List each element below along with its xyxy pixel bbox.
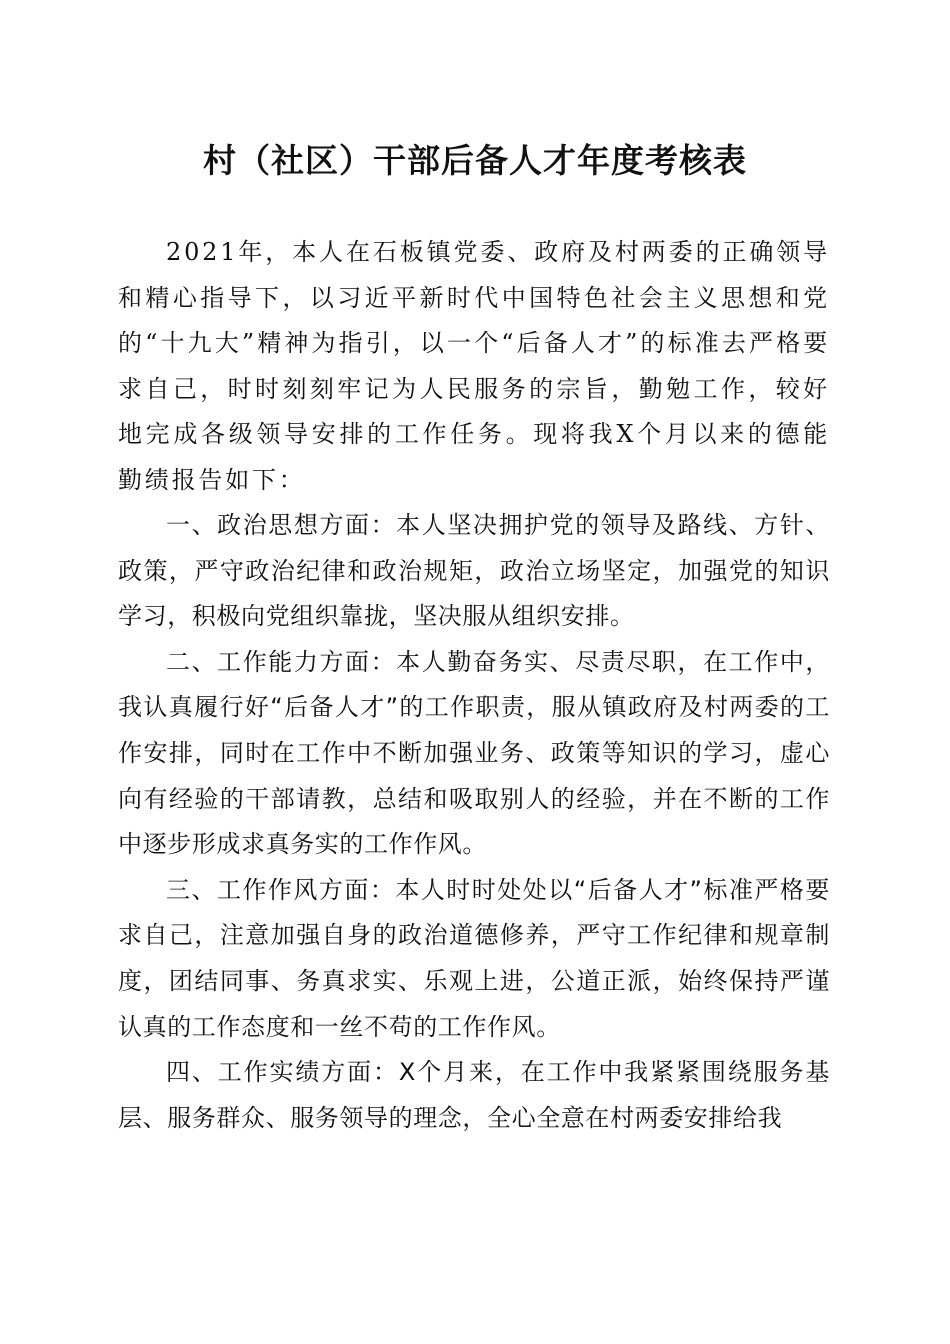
section-political-thought: 一、政治思想方面：本人坚决拥护党的领导及路线、方针、政策，严守政治纪律和政治规矩，政治立场坚定，加强党的知识学习，积极向党组织靠拢，坚决服从组织安排。	[118, 511, 830, 631]
document-body	[118, 230, 830, 1141]
document-title: 村（社区）干部后备人才年度考核表	[203, 141, 747, 180]
section-work-ability: 二、工作能力方面：本人勤奋务实、尽责尽职，在工作中，我认真履行好“后备人才”的工作职责，服从镇政府及村两委的工作安排，同时在工作中不断加强业务、政策等知识的学习，虚心向有经验的干部请教，总结和吸取别人的经验，并在不断的工作中逐步形成求真务实的工作作风。	[118, 647, 830, 859]
section-work-achievements: 四、工作实绩方面：X个月来，在工作中我紧紧围绕服务基层、服务群众、服务领导的理念，全心全意在村两委安排给我	[118, 1058, 830, 1132]
section-work-style: 三、工作作风方面：本人时时处处以“后备人才”标准严格要求自己，注意加强自身的政治道德修养，严守工作纪律和规章制度，团结同事、务真求实、乐观上进，公道正派，始终保持严谨认真的工作态度和一丝不苟的工作作风。	[118, 875, 830, 1041]
intro-paragraph: 2021年，本人在石板镇党委、政府及村两委的正确领导和精心指导下，以习近平新时代中国特色社会主义思想和党的“十九大”精神为指引，以一个“后备人才”的标准去严格要求自己，时时刻刻牢记为人民服务的宗旨，勤勉工作，较好地完成各级领导安排的工作任务。现将我X个月以来的德能勤绩报告如下：	[118, 238, 830, 494]
